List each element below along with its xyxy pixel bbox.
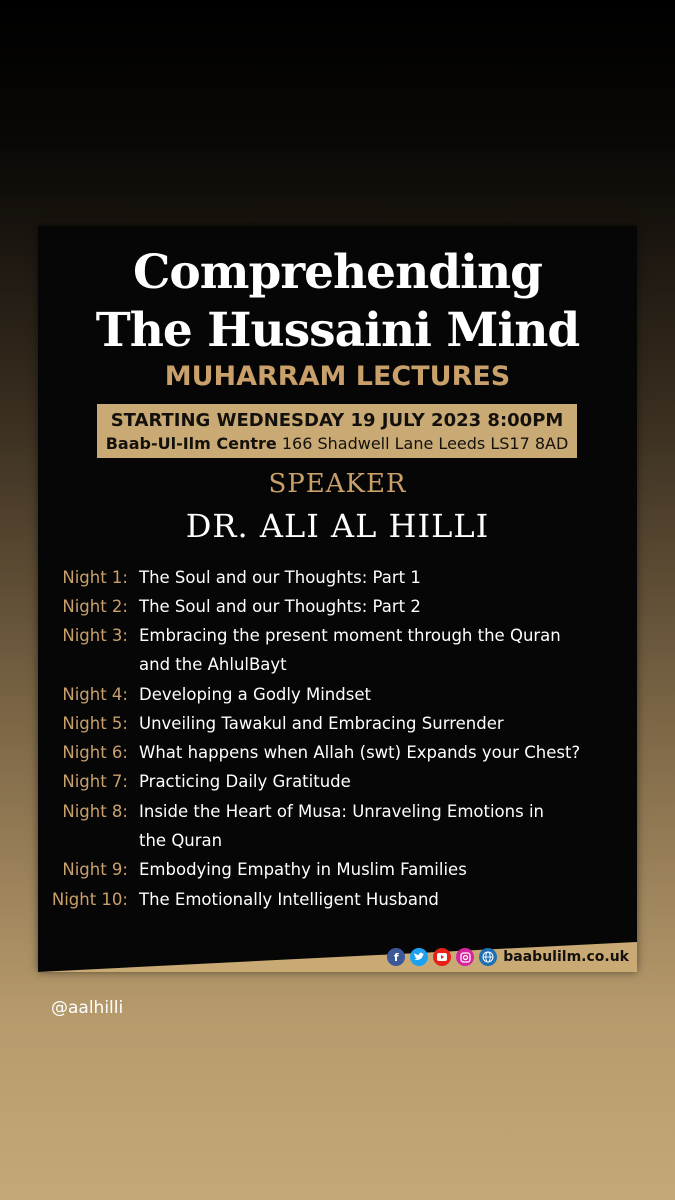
instagram-icon[interactable] xyxy=(456,948,474,966)
night-label: Night 4: xyxy=(62,685,128,704)
speaker-name: DR. ALI AL HILLI xyxy=(185,507,490,545)
poster-subtitle: MUHARRAM LECTURES xyxy=(164,361,511,392)
night-label: Night 3: xyxy=(62,626,128,645)
night-label: Night 1: xyxy=(62,568,128,587)
night-title: What happens when Allah (swt) Expands your Chest? xyxy=(139,743,581,762)
venue-name: Baab-Ul-Ilm Centre xyxy=(105,434,277,453)
night-label: Night 9: xyxy=(62,860,128,879)
twitter-icon[interactable] xyxy=(410,948,428,966)
mention-handle[interactable]: @aalhilli xyxy=(51,998,124,1018)
poster-title-line1: Comprehending xyxy=(132,245,542,300)
facebook-icon[interactable]: f xyxy=(387,948,405,966)
night-title: The Soul and our Thoughts: Part 2 xyxy=(139,597,421,616)
night-title: The Soul and our Thoughts: Part 1 xyxy=(139,568,421,587)
night-title: Embodying Empathy in Muslim Families xyxy=(139,860,467,879)
youtube-icon[interactable] xyxy=(433,948,451,966)
venue-line xyxy=(97,434,577,453)
event-poster xyxy=(38,226,637,972)
footer-social-bar xyxy=(387,948,629,966)
night-title: Inside the Heart of Musa: Unraveling Emotions in xyxy=(139,802,544,821)
night-title: Developing a Godly Mindset xyxy=(139,685,371,704)
night-title: Practicing Daily Gratitude xyxy=(139,772,351,791)
night-title: Unveiling Tawakul and Embracing Surrender xyxy=(139,714,504,733)
night-label: Night 6: xyxy=(62,743,128,762)
date-line: STARTING WEDNESDAY 19 JULY 2023 8:00PM xyxy=(110,410,564,431)
night-title: The Emotionally Intelligent Husband xyxy=(139,890,439,909)
night-label: Night 10: xyxy=(51,890,128,909)
night-label: Night 8: xyxy=(62,802,128,821)
date-venue-box xyxy=(97,404,577,458)
speaker-label: SPEAKER xyxy=(268,469,407,499)
poster-title-line2: The Hussaini Mind xyxy=(95,303,580,358)
globe-icon[interactable] xyxy=(479,948,497,966)
night-title-cont: and the AhlulBayt xyxy=(139,655,287,674)
night-title: Embracing the present moment through the Quran xyxy=(139,626,561,645)
night-label: Night 2: xyxy=(62,597,128,616)
night-label: Night 5: xyxy=(62,714,128,733)
website-link[interactable]: baabulilm.co.uk xyxy=(503,949,629,965)
venue-address: 166 Shadwell Lane Leeds LS17 8AD xyxy=(276,434,569,453)
night-title-cont: the Quran xyxy=(139,831,223,850)
night-label: Night 7: xyxy=(62,772,128,791)
